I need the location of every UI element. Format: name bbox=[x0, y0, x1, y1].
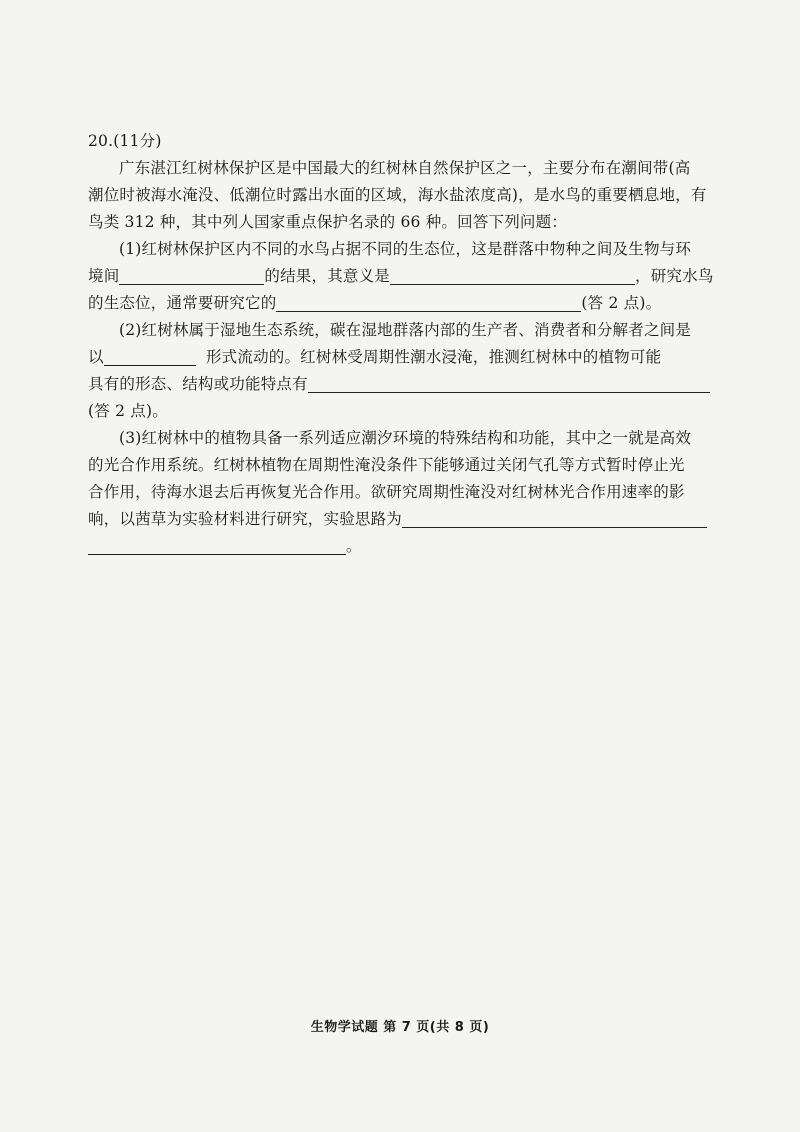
part2-line-4: (答 2 点)。 bbox=[88, 402, 168, 420]
part1-text-d: 的生态位，通常要研究它的 bbox=[88, 294, 277, 312]
part2-line-2 bbox=[88, 344, 712, 371]
part2-text-b: 形式流动的。红树林受周期性潮水浸淹，推测红树林中的植物可能 bbox=[205, 348, 662, 366]
answer-blank-7[interactable] bbox=[88, 536, 346, 555]
question-header: 20.(11分) bbox=[88, 132, 162, 150]
intro-line-1: 广东湛江红树林保护区是中国最大的红树林自然保护区之一，主要分布在潮间带(高 bbox=[119, 159, 691, 177]
answer-blank-5[interactable] bbox=[308, 374, 710, 393]
answer-blank-3[interactable] bbox=[276, 293, 581, 312]
question-20 bbox=[88, 128, 712, 560]
part3-text-a: 响，以茜草为实验材料进行研究，实验思路为 bbox=[88, 510, 403, 528]
intro-line-3: 鸟类 312 种，其中列人国家重点保护名录的 66 种。回答下列问题： bbox=[88, 213, 568, 231]
part1-line-3 bbox=[88, 290, 712, 317]
part1-text-b: 的结果，其意义是 bbox=[264, 267, 391, 285]
part2-line-3 bbox=[88, 371, 712, 398]
part1-text-a: 境间 bbox=[88, 267, 120, 285]
answer-blank-1[interactable] bbox=[119, 266, 264, 285]
part1-text-c: ，研究水鸟 bbox=[635, 267, 714, 285]
answer-blank-2[interactable] bbox=[390, 266, 635, 285]
part2-text-c: 具有的形态、结构或功能特点有 bbox=[88, 375, 308, 393]
part3-line-5 bbox=[88, 533, 712, 560]
part3-text-end: 。 bbox=[346, 537, 362, 555]
part3-line-2: 的光合作用系统。红树林植物在周期性淹没条件下能够通过关闭气孔等方式暂时停止光 bbox=[88, 456, 685, 474]
answer-blank-6[interactable] bbox=[402, 509, 707, 528]
part2-line-1: (2)红树林属于湿地生态系统，碳在湿地群落内部的生产者、消费者和分解者之间是 bbox=[119, 321, 692, 339]
part3-line-1: (3)红树林中的植物具备一系列适应潮汐环境的特殊结构和功能，其中之一就是高效 bbox=[119, 429, 692, 447]
part1-line-1: (1)红树林保护区内不同的水鸟占据不同的生态位，这是群落中物种之间及生物与环 bbox=[119, 240, 692, 258]
part2-text-a: 以 bbox=[88, 348, 104, 366]
page-footer: 生物学试题 第 7 页(共 8 页) bbox=[310, 1020, 490, 1035]
part3-line-3: 合作用，待海水退去后再恢复光合作用。欲研究周期性淹没对红树林光合作用速率的影 bbox=[88, 483, 685, 501]
intro-line-2: 潮位时被海水淹没、低潮位时露出水面的区域，海水盐浓度高)，是水鸟的重要栖息地，有 bbox=[88, 186, 707, 204]
answer-blank-4[interactable] bbox=[104, 347, 196, 366]
part1-text-e: (答 2 点)。 bbox=[581, 294, 662, 312]
part3-line-4 bbox=[88, 506, 712, 533]
part1-line-2 bbox=[88, 263, 712, 290]
